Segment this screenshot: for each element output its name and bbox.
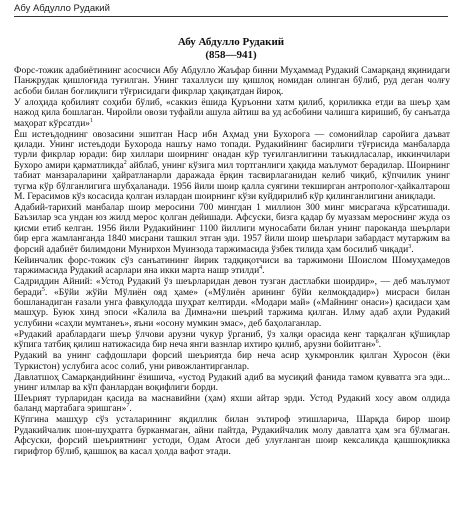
paragraph [14, 373, 450, 394]
paragraph-text: . [129, 404, 132, 415]
paragraph-text: Рудакий ва унинг сафдошлари форсий шеъриятда бир неча асир ҳукмронлик қилган Хуросон (ёки Туркистон) услубига асос солиб, уни ривожлантирганлар. [14, 351, 450, 372]
title-block [0, 36, 462, 62]
paragraph-text: У алоҳида қобилият соҳиби бўлиб, «саккиз ёшида Қуръонни хатм қилиб, қориликка етди ва шеър ҳам нажод қила бошлаган. Чиройли овози туфайли ашула айтиш ва уд асбобини чалишга киришиб, бу санъатда маҳорат кўрсатди» [14, 97, 450, 129]
footnote-ref: 6 [375, 338, 379, 345]
paragraph [14, 277, 450, 329]
footnote-ref: 5 [41, 286, 45, 293]
running-head: Абу Абдулло Рудакий [14, 3, 448, 17]
article-body [14, 66, 450, 458]
footnote-ref: 1 [90, 117, 94, 124]
paragraph-text: Ёш истеъдоднинг овозасини эшитган Наср ибн Аҳмад уни Бухорога — сомонийлар саройига даъват қилади. Унинг истеъдоди Бухорода нашъу намо топади. Рудакийнинг басирлиги тўғрисида манбаларда турли фикрлар юради: бир хиллари шоирнинг онадан кўр туғилганлигини таъкидласалар, иккинчилари Бухоро амири қарматликда [14, 129, 450, 171]
footnote-ref: 3 [408, 243, 412, 250]
paragraph [14, 66, 450, 97]
paragraph-text: Форс-тожик адабиётининг асосчиси Абу Абдулло Жаъфар бинни Муҳаммад Рудакий Самарқанд яқинидаги Панжрудак қишлоғида туғилган. Унинг тахаллуси шу қишлоқ номидан олинган бўлиб, руд деган чолғу асбоби билан боғлиқлиги тўғрисидаги фикрлар ҳақиқатдан йироқ. [14, 66, 450, 97]
paragraph: Адабий-тарихий манбалар шоир меросини 700 мингдан 1 миллион 300 минг мисрагача кўрсатишади. Баъзилар эса ундан юз жилд мерос қолган дейишади. Афсуски, бизга қадар бу муаззам мероснинг жуда оз қисми етиб келган. 1956 йили Рудакийнинг 1100 йиллиги муносабати билан унинг парокандa шеърлари бир ерга жамланганда 1840 мисрани ташкил этган эди. 1957 йили шоир шеърлари забардаст мутаржим ва форсий адабиёт билимдони Мунирхон Муинзода таржимасида ўзбек тилида ҳам босилиб чиқади$^3$. [14, 203, 450, 255]
paragraph-text: . «Бўйи жўйи Мўлиён ояд ҳаме» («Мўлиён арининг бўйи келмоқдадир») мисраси билан бошланадиган ғазали унга фавқулодда шуҳрат келтирди. «Модари май» («Майнинг онаси») қасидаси ҳам машҳур. Буюк хинд эпоси «Калила ва Димна»ни шеърий таржима қилган. Илму адаб аҳли Рудакий услубини «саҳли мумтанеъ», яъни «осону мумкин эмас», деб баҳолаганлар. [14, 287, 450, 329]
paragraph-text: Кўпгина машҳур сўз усталарининг яқдиллик билан эътироф этишларича, Шарқда бирор шоир Рудакийчалик шон-шуҳратга бурканмаган, айни пайтда, Рудакийчалик молу давлатга ҳам эга бўлмаган. Афсуски, форсий шеъриятнинг устоди, Одам Атоси деб улуғланган шоир кексаликда қашшоқликка гирифтор бўлиб, қашшоқ ва касал ҳолда вафот этади. [14, 415, 450, 457]
paragraph-text: Адабий-тарихий манбалар шоир меросини 700 мингдан 1 миллион 300 минг мисрагача кўрсатишади. Баъзилар эса ундан юз жилд мерос қолган дейишади. Афсуски, бизга қадар бу муаззам мероснинг жуда оз қисми етиб келган. 1956 йили Рудакийнинг 1100 йиллиги муносабати билан унинг парокандa шеърлари бир ерга жамланганда 1840 мисрани ташкил этган эди. 1957 йили шоир шеърлари забардаст мутаржим ва форсий адабиёт билимдони Мунирхон Муинзода таржимасида ўзбек тилида ҳам босилиб чиқади [14, 203, 450, 255]
paragraph-text: «Рудакий араблардаги шеър ўлчови арузни чукур ўрганиб, ўз халқи орасида кенг тарқалган қўшиқлар кўпига татбиқ қилиш натижасида бир неча янги вазнлар ихтиро қилиб, арузни бойитган» [14, 329, 450, 351]
paragraph-text: Шеърият турларидан қасида ва маснавийни (ҳам) яхши айтар эрди. Устод Рудакий хосу авом олдида баланд мартабага эришган» [14, 393, 450, 415]
paragraph [14, 130, 450, 203]
paragraph-text: Кейинчалик форс-тожик сўз санъатининг йирик тадқиқотчиси ва таржимони Шоислом Шомуҳамедов таржимасида Рудакий асарлари яна икки марта нашр этилди [14, 255, 450, 277]
article-title: Абу Абдулло Рудакий [177, 36, 285, 48]
paragraph [14, 351, 450, 372]
paragraph-text: . [378, 340, 382, 351]
footnote-ref: 7 [126, 403, 130, 410]
paragraph [14, 394, 450, 415]
paragraph-text: Садриддин Айний: «Устод Рудакий ўз шеърларидан девон тузган дастлабки шоирдир», — деб маълумот беради [14, 277, 450, 298]
footnote-ref: 4 [259, 264, 263, 271]
paragraph [14, 330, 450, 351]
paragraph: Кейинчалик форс-тожик сўз санъатининг йирик тадқиқотчиси ва таржимони Шоислом Шомуҳамедов таржимасида Рудакий асарлари яна икки марта нашр этилди$^4$. [14, 255, 450, 277]
paragraph-text: Давлатшоҳ Самарқандийнинг ёзишича, «устод Рудакий адиб ва мусиқий фанида тамом қувватга эга эди... унинг илмлар ва кўп фанлардан воқифлиги борди. [14, 372, 450, 393]
paragraph [14, 98, 450, 129]
footnote-ref: 2 [123, 159, 127, 166]
life-years: (858—941) [205, 49, 257, 61]
paragraph-text: айблаб, унинг кўзига мил тортганлиги ҳақида маълумот берадилар. Шоирнинг табиат манзараларини ҳайратланарли даражада ёрқин тасвирлаганидан келиб чиқиб, кўпчилик унинг тугма кўр бўлганлигига шубҳаланади. 1956 йили шоир қалла суягини текширган антрополог-ҳайкалтарош М. Герасимов кўз косасида қолган излардан шоирнинг кўзи куйдирилиб кўр қилинганлигини аниқлади. [14, 160, 451, 203]
paragraph [14, 415, 450, 457]
